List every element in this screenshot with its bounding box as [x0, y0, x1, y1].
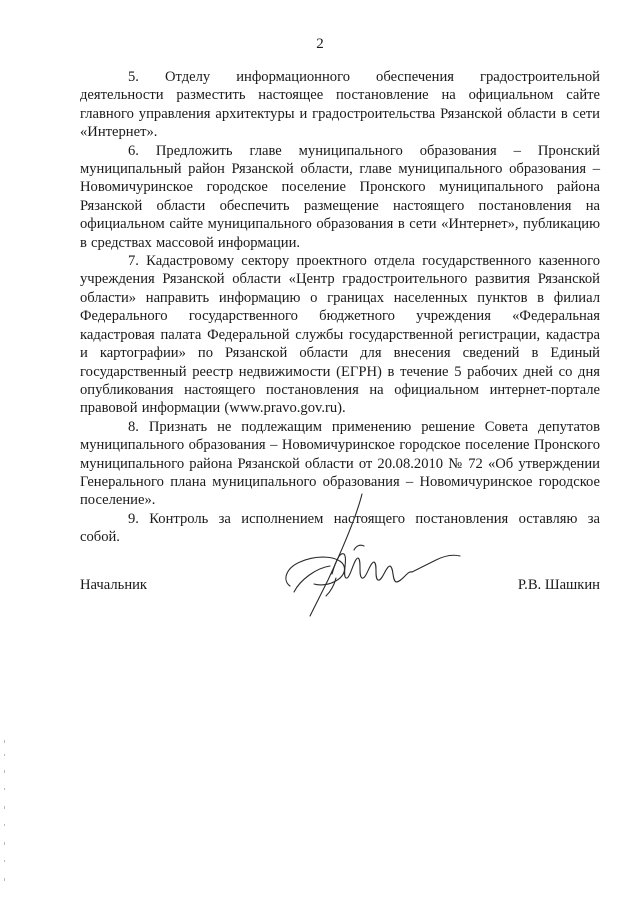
signatory-name: Р.В. Шашкин	[517, 577, 600, 593]
scan-edge-artifact	[3, 740, 6, 900]
paragraph-5: 5. Отделу информационного обеспечения градостроительной деятельности разместить настоящее постановление на официальном сайте главного управления архитектуры и градостроительства Рязанской области в сети «Интернет».	[80, 69, 600, 141]
paragraph-8: 8. Признать не подлежащим применению решение Совета депутатов муниципального образования – Новомичуринское городское поселение Пронского муниципального района Рязанской области от 20.08.2010 № 72 «Об утверждении Генерального плана муниципального образования – Новомичуринское городское поселение».	[80, 418, 600, 509]
signatory-title: Начальник	[80, 577, 148, 593]
paragraph-7: 7. Кадастровому сектору проектного отдела государственного казенного учреждения Рязанской области «Центр градостроительного развития Рязанской области» направить информацию о границах населенных пунктов в филиал Федерального государственного бюджетного учреждения «Федеральная кадастровая палата Федеральной службы государственной регистрации, кадастра и картографии» по Рязанской области для внесения сведений в Единый государственный реестр недвижимости (ЕГРН) в течение 5 рабочих дней со дня опубликования настоящего постановления на официальном интернет-портале правовой информации (www.pravo.gov.ru).	[80, 253, 600, 417]
paragraph-6: 6. Предложить главе муниципального образования – Пронский муниципальный район Рязанской области, главе муниципального образования – Новомичуринское городское поселение Пронского муниципального района Рязанской области обеспечить размещение настоящего постановления на официальном сайте муниципального образования в сети «Интернет», публикацию в средствах массовой информации.	[80, 142, 600, 251]
handwritten-signature	[270, 488, 470, 623]
document-body	[80, 68, 600, 547]
page-number: 2	[316, 36, 324, 52]
paragraph-9: 9. Контроль за исполнением настоящего постановления оставляю за собой.	[80, 510, 600, 546]
signature-row	[80, 575, 600, 601]
